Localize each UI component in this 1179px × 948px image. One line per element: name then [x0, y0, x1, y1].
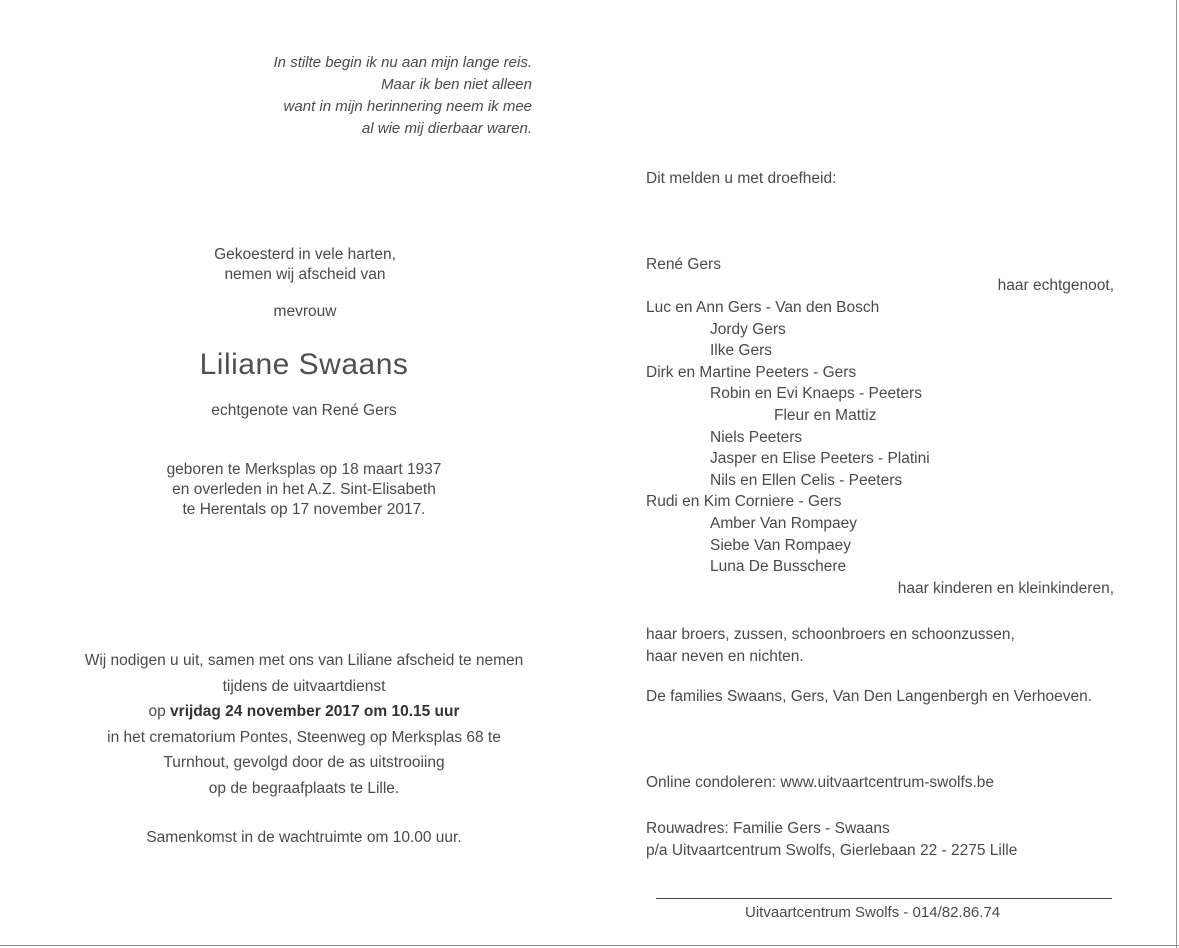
- birth-death-info: [130, 460, 478, 520]
- family-member-line: Ilke Gers: [710, 342, 773, 360]
- service-date: op vrijdag 24 november 2017 om 10.15 uur: [148, 703, 460, 720]
- deceased-name: Liliane Swaans: [199, 348, 409, 381]
- title-mevrouw: mevrouw: [273, 303, 337, 320]
- birth-line: geboren te Merksplas op 18 maart 1937: [166, 461, 442, 478]
- relatives-line: haar neven en nichten.: [646, 648, 804, 665]
- intro-line-1: Gekoesterd in vele harten,: [214, 246, 396, 263]
- spouse-role: haar echtgenoot,: [997, 277, 1114, 294]
- intro: [205, 245, 405, 285]
- invitation-line: op de begraafplaats te Lille.: [208, 779, 400, 797]
- invitation-line: Wij nodigen u uit, samen met ons van Liliane afscheid te nemen: [84, 652, 524, 669]
- death-place-line: te Herentals op 17 november 2017.: [182, 501, 426, 518]
- family-member-line: Rudi en Kim Corniere - Gers: [646, 493, 842, 511]
- invitation-line: in het crematorium Pontes, Steenweg op Merksplas 68 te: [107, 728, 501, 746]
- family-member-line: Fleur en Mattiz: [774, 407, 877, 424]
- address-line: p/a Uitvaartcentrum Swolfs, Gierlebaan 22 - 2275 Lille: [646, 842, 1018, 859]
- invitation: [40, 648, 568, 801]
- family-member-line: Robin en Evi Knaeps - Peeters: [710, 385, 922, 403]
- online-condolences: Online condoleren: www.uitvaartcentrum-swolfs.be: [646, 774, 995, 791]
- spouse-name: René Gers: [646, 256, 721, 273]
- family-member-line: Nils en Ellen Celis - Peeters: [710, 471, 903, 489]
- children-role: haar kinderen en kleinkinderen,: [897, 580, 1114, 597]
- family-member-line: Jasper en Elise Peeters - Platini: [710, 450, 930, 468]
- service-date-bold: vrijdag 24 november 2017 om 10.15 uur: [170, 703, 460, 720]
- spouse-line: echtgenote van René Gers: [211, 402, 397, 419]
- gathering-info: Samenkomst in de wachtruimte om 10.00 uur.: [146, 829, 462, 846]
- poem-line: In stilte begin ik nu aan mijn lange reis.: [273, 54, 532, 71]
- poem-line: Maar ik ben niet alleen: [381, 76, 532, 93]
- relatives: [646, 624, 1015, 668]
- invitation-line: Turnhout, gevolgd door de as uitstrooiing: [163, 754, 445, 771]
- family-member-line: Jordy Gers: [710, 320, 786, 338]
- family-member-line: Amber Van Rompaey: [710, 515, 858, 532]
- family-member-line: Luc en Ann Gers - Van den Bosch: [646, 299, 880, 316]
- poem-line: want in mijn herinnering neem ik mee: [283, 98, 532, 115]
- family-member-line: Luna De Busschere: [710, 558, 847, 576]
- family-member-line: Dirk en Martine Peeters - Gers: [646, 363, 857, 381]
- footer-rule: [656, 898, 1112, 899]
- poem-line: al wie mij dierbaar waren.: [361, 120, 532, 137]
- invitation-line: tijdens de uitvaartdienst: [222, 677, 386, 695]
- page-edge-right: [1176, 0, 1177, 948]
- page-edge-bottom: [0, 945, 1179, 946]
- footer-text: Uitvaartcentrum Swolfs - 014/82.86.74: [745, 904, 1001, 921]
- family-member-line: Niels Peeters: [710, 428, 803, 446]
- intro-line-2: nemen wij afscheid van: [224, 266, 386, 283]
- address-line: Rouwadres: Familie Gers - Swaans: [646, 820, 890, 837]
- poem: [274, 52, 532, 140]
- mourning-address: [646, 818, 1017, 862]
- announcement: Dit melden u met droefheid:: [646, 170, 837, 187]
- relatives-line: haar broers, zussen, schoonbroers en schoonzussen,: [646, 626, 1015, 643]
- death-line: en overleden in het A.Z. Sint-Elisabeth: [172, 481, 436, 498]
- families: De families Swaans, Gers, Van Den Langenbergh en Verhoeven.: [646, 688, 1093, 705]
- family-member-line: Siebe Van Rompaey: [710, 536, 852, 554]
